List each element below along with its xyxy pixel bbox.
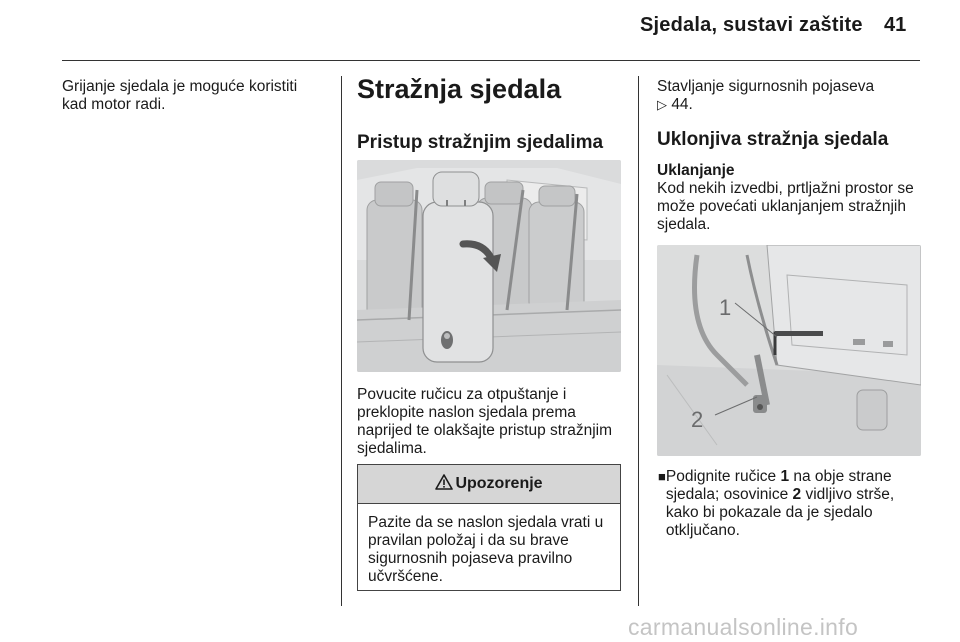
header-rule bbox=[62, 60, 920, 61]
rear-seat-drawing bbox=[357, 160, 621, 372]
warning-box bbox=[357, 464, 621, 591]
warning-header bbox=[358, 465, 620, 504]
bullet-text-start: Podignite ručice bbox=[665, 468, 781, 485]
figure-label-2: 2 bbox=[691, 407, 704, 432]
warning-triangle-icon bbox=[435, 474, 453, 495]
seat-removal-drawing bbox=[657, 245, 921, 456]
subheading-access-rear-seats: Pristup stražnjim sjedalima bbox=[357, 132, 604, 153]
warning-title: Upozorenje bbox=[455, 475, 543, 492]
figure-label-1: 1 bbox=[719, 295, 732, 320]
column-divider-left bbox=[341, 76, 342, 606]
page-number: 41 bbox=[884, 14, 907, 36]
warning-text: Pazite da se naslon sjedala vrati u pravilan položaj i da su brave sigurnosnih pojaseva pravilno učvršćene. bbox=[368, 514, 604, 585]
left-paragraph: Grijanje sjedala je moguće koristiti kad motor radi. bbox=[62, 78, 298, 113]
subheading-removal: Uklanjanje bbox=[657, 162, 735, 179]
bullet-ref-2: 2 bbox=[792, 486, 802, 503]
seat-removal-illustration bbox=[657, 245, 921, 456]
bullet-square-icon: ■ bbox=[658, 469, 666, 484]
cross-reference-text: Stavljanje sigurnosnih pojaseva bbox=[657, 78, 875, 95]
bullet-ref-1: 1 bbox=[780, 468, 790, 485]
rear-seat-folding-illustration bbox=[357, 160, 621, 372]
section-heading-rear-seats: Stražnja sjedala bbox=[357, 74, 562, 104]
list-item bbox=[658, 468, 923, 540]
page-reference-icon: ▷ bbox=[657, 97, 667, 112]
section-heading-removable-seats: Uklonjiva stražnja sjedala bbox=[657, 129, 889, 150]
bullet-text-mid: na obje strane sjedala; osovinice bbox=[665, 468, 892, 503]
removal-paragraph: Kod nekih izvedbi, prtljažni prostor se može povećati uklanjanjem stražnjih sjedala. bbox=[657, 180, 914, 233]
seat-access-caption: Povucite ručicu za otpuštanje i preklopite naslon sjedala prema naprijed te olakšajte pristup stražnjim sjedalima. bbox=[357, 386, 613, 457]
bullet-text-end: vidljivo strše, kako bi pokazale da je sjedalo otključano. bbox=[665, 486, 895, 539]
cross-reference bbox=[657, 78, 922, 114]
column-divider-right bbox=[638, 76, 639, 606]
cross-reference-page: 44. bbox=[671, 96, 693, 113]
watermark: carmanualsonline.info bbox=[628, 614, 859, 640]
bullet-text bbox=[666, 468, 923, 540]
page-header-title: Sjedala, sustavi zaštite bbox=[640, 14, 863, 36]
